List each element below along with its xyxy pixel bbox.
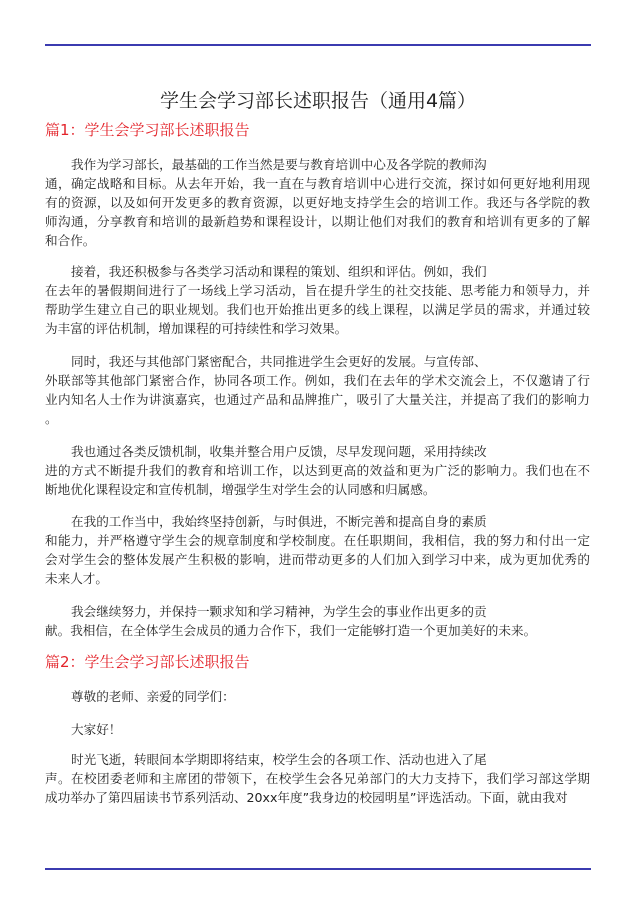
- paragraph-line: 我会继续努力，并保持一颗求知和学习精神，为学生会的事业作出更多的贡: [71, 604, 487, 619]
- paragraph-line: 外联部等其他部门紧密合作，协同各项工作。例如，我们在去年的学术交流会上，不仅邀请了行: [45, 373, 590, 388]
- bottom-rule: [45, 868, 591, 870]
- paragraph: [45, 750, 590, 807]
- section-heading: 篇1：学生会学习部长述职报告: [45, 121, 250, 139]
- paragraph-line: 。: [45, 411, 58, 426]
- paragraph-line: 断地优化课程设定和宣传机制，增强学生对学生会的认同感和归属感。: [45, 482, 436, 497]
- paragraph-line: 进的方式不断提升我们的教育和培训工作，以达到更高的效益和更为广泛的影响力。我们也在不: [45, 463, 590, 478]
- paragraph-line: 我作为学习部长，最基础的工作当然是要与教育培训中心及各学院的教师沟: [71, 157, 487, 172]
- paragraph-line: 声。在校团委老师和主席团的带领下，在校学生会各兄弟部门的大力支持下，我们学习部这学期: [45, 771, 590, 786]
- paragraph: [45, 602, 590, 640]
- paragraph-line: 大家好！: [71, 722, 122, 737]
- paragraph-line: 同时，我还与其他部门紧密配合，共同推进学生会更好的发展。与宣传部、: [71, 354, 487, 369]
- paragraph-line: 献。我相信，在全体学生会成员的通力合作下，我们一定能够打造一个更加美好的未来。: [45, 623, 537, 638]
- paragraph: [45, 512, 590, 588]
- paragraph: [45, 262, 590, 338]
- paragraph-line: 成功举办了第四届读书节系列活动、20xx年度”我身边的校园明星”评选活动。下面，就由我对: [45, 790, 568, 805]
- paragraph-line: 有的资源，以及如何开发更多的教育资源，以更好地支持学生会的培训工作。我还与各学院的教: [45, 195, 590, 210]
- paragraph: [45, 442, 590, 499]
- paragraph: [45, 155, 590, 250]
- paragraph-line: 时光飞逝，转眼间本学期即将结束，校学生会的各项工作、活动也进入了尾: [71, 752, 487, 767]
- paragraph-line: 和能力，并严格遵守学生会的规章制度和学校制度。在任职期间，我相信，我的努力和付出一定: [45, 533, 590, 548]
- paragraph: [45, 687, 590, 706]
- top-rule: [45, 44, 591, 46]
- paragraph-line: 尊敬的老师、亲爱的同学们：: [71, 689, 235, 704]
- paragraph-line: 为丰富的评估机制，增加课程的可持续性和学习效果。: [45, 321, 348, 336]
- paragraph-line: 师沟通，分享教育和培训的最新趋势和课程设计，以期让他们对我们的教育和培训有更多的了解: [45, 214, 590, 229]
- paragraph-line: 通，确定战略和目标。从去年开始，我一直在与教育培训中心进行交流，探讨如何更好地利用现: [45, 176, 590, 191]
- paragraph-line: 帮助学生建立自己的职业规划。我们也开始推出更多的线上课程，以满足学员的需求，并通过较: [45, 302, 590, 317]
- paragraph-line: 业内知名人士作为讲演嘉宾，也通过产品和品牌推广，吸引了大量关注，并提高了我们的影响力: [45, 392, 590, 407]
- paragraph-line: 和合作。: [45, 233, 96, 248]
- paragraph: [45, 720, 590, 739]
- section-heading: 篇2：学生会学习部长述职报告: [45, 653, 250, 671]
- paragraph: [45, 352, 590, 428]
- paragraph-line: 会对学生会的整体发展产生积极的影响，进而带动更多的人们加入到学习中来，成为更加优秀的: [45, 552, 590, 567]
- paragraph-line: 在我的工作当中，我始终坚持创新，与时俱进，不断完善和提高自身的素质: [71, 514, 487, 529]
- paragraph-line: 在去年的暑假期间进行了一场线上学习活动，旨在提升学生的社交技能、思考能力和领导力，并: [45, 283, 590, 298]
- paragraph-line: 接着，我还积极参与各类学习活动和课程的策划、组织和评估。例如，我们: [71, 264, 487, 279]
- document-title: 学生会学习部长述职报告（通用4篇）: [159, 90, 477, 112]
- paragraph-line: 未来人才。: [45, 571, 108, 586]
- paragraph-line: 我也通过各类反馈机制，收集并整合用户反馈，尽早发现问题，采用持续改: [71, 444, 487, 459]
